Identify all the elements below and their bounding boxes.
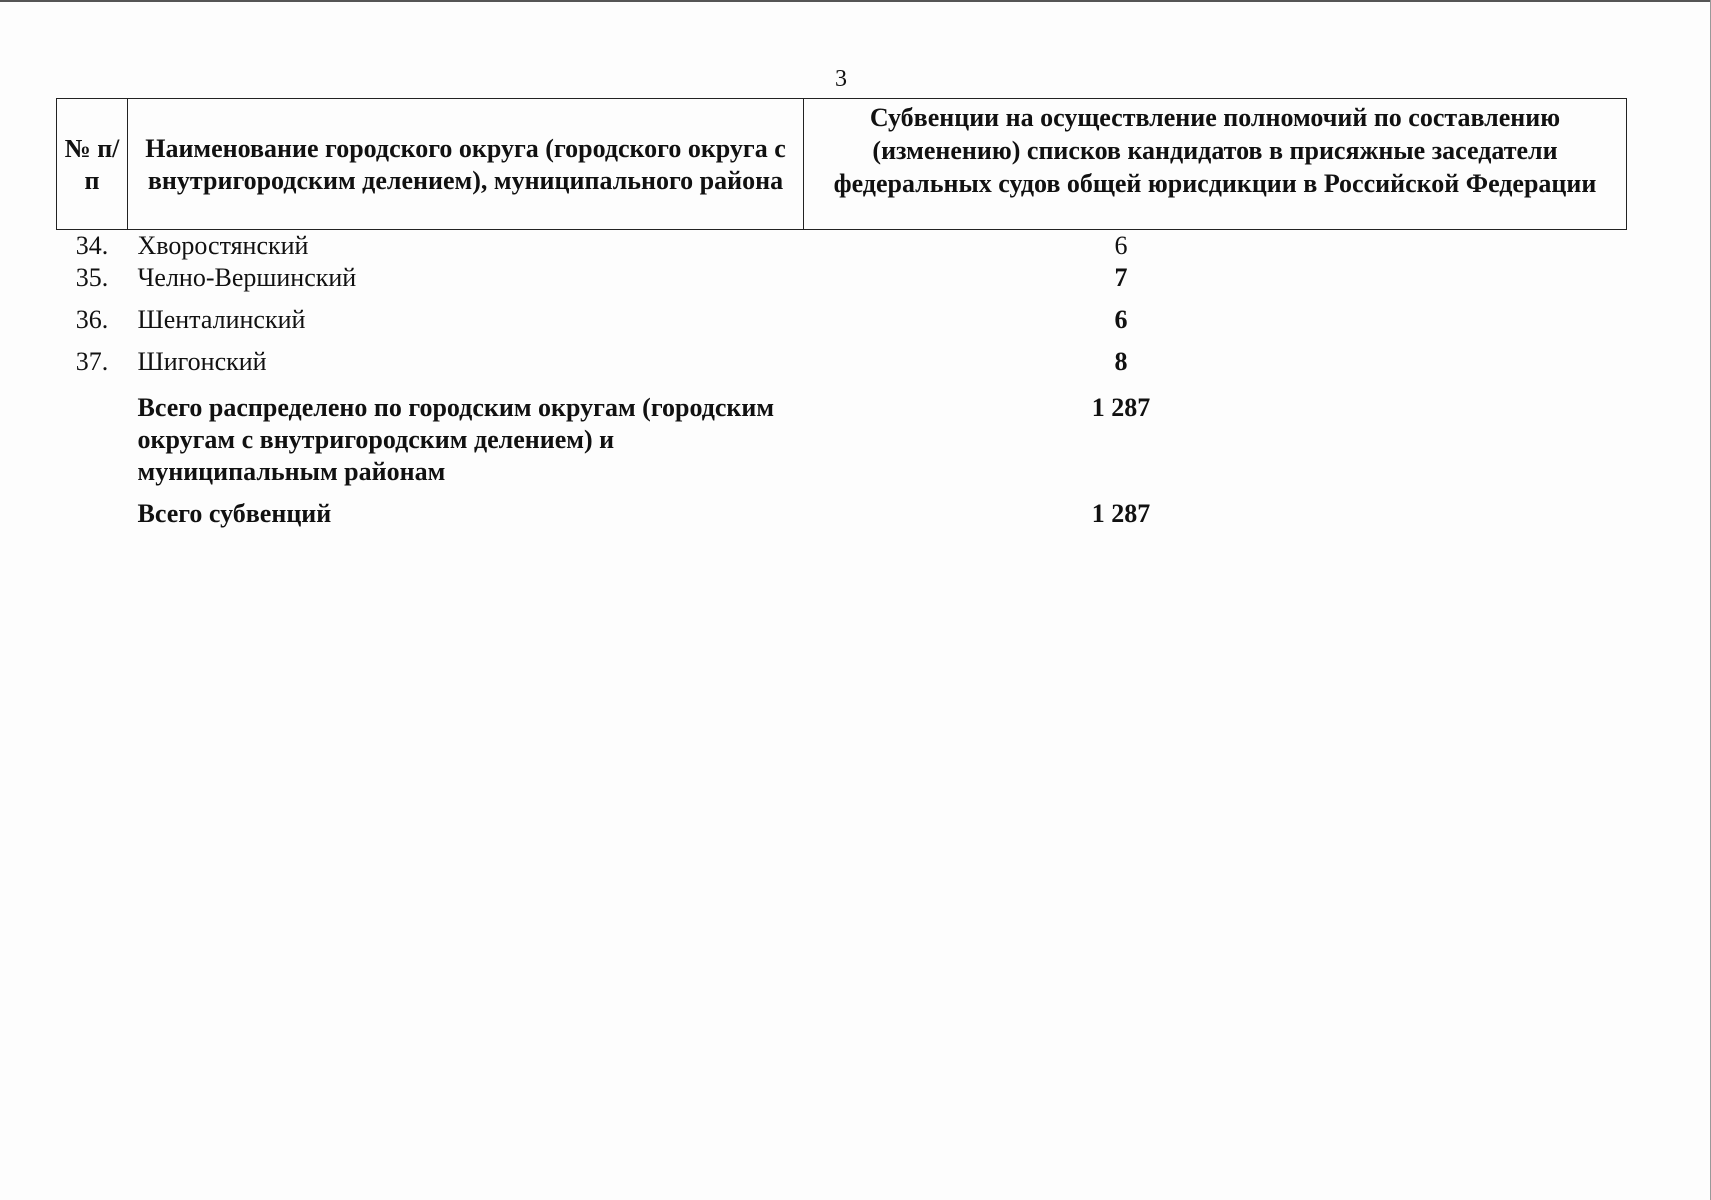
- table-header-row: [57, 99, 1627, 230]
- total-distributed-value-cell: [804, 388, 1627, 498]
- row-value: 8: [1114, 347, 1128, 376]
- table-row: [57, 346, 1627, 388]
- row-name: Челно-Вершинский: [137, 263, 357, 292]
- total-distributed-label: Всего распределено по городским округам (городским округам с внутригородским делением) и муниципальным районам: [137, 393, 775, 486]
- total-distributed-num: [57, 388, 128, 498]
- total-distributed-value: 1 287: [1091, 393, 1151, 422]
- table-row: [57, 304, 1627, 346]
- row-value-cell: [804, 230, 1627, 263]
- row-name: Хворостянский: [137, 231, 309, 260]
- header-value: Субвенции на осуществление полномочий по составлению (изменению) списков кандидатов в присяжные заседатели федеральных судов общей юрисдикции в Российской Федерации: [804, 99, 1627, 230]
- header-name: Наименование городского округа (городского округа с внутригородским делением), муниципального района: [128, 99, 804, 230]
- row-num: 34.: [75, 231, 109, 260]
- total-all-value-cell: [804, 498, 1627, 530]
- row-value-cell: [804, 304, 1627, 346]
- total-all-row: [57, 498, 1627, 530]
- scan-top-edge: [0, 0, 1711, 2]
- row-value: 6: [1114, 231, 1128, 260]
- table-row: [57, 230, 1627, 263]
- row-name: Шенталинский: [137, 305, 306, 334]
- page-number: 3: [835, 66, 847, 92]
- row-value-cell: [804, 262, 1627, 304]
- total-distributed-row: [57, 388, 1627, 498]
- row-num: 35.: [75, 263, 109, 292]
- row-value-cell: [804, 346, 1627, 388]
- table-row: [57, 262, 1627, 304]
- header-num: № п/п: [57, 99, 128, 230]
- total-all-num: [57, 498, 128, 530]
- total-all-label: Всего субвенций: [137, 499, 332, 528]
- row-num: 37.: [75, 347, 109, 376]
- row-value: 6: [1114, 305, 1128, 334]
- subventions-table: [56, 98, 1627, 530]
- total-all-value: 1 287: [1091, 499, 1151, 528]
- row-name: Шигонский: [137, 347, 267, 376]
- row-num: 36.: [75, 305, 109, 334]
- row-value: 7: [1114, 263, 1128, 292]
